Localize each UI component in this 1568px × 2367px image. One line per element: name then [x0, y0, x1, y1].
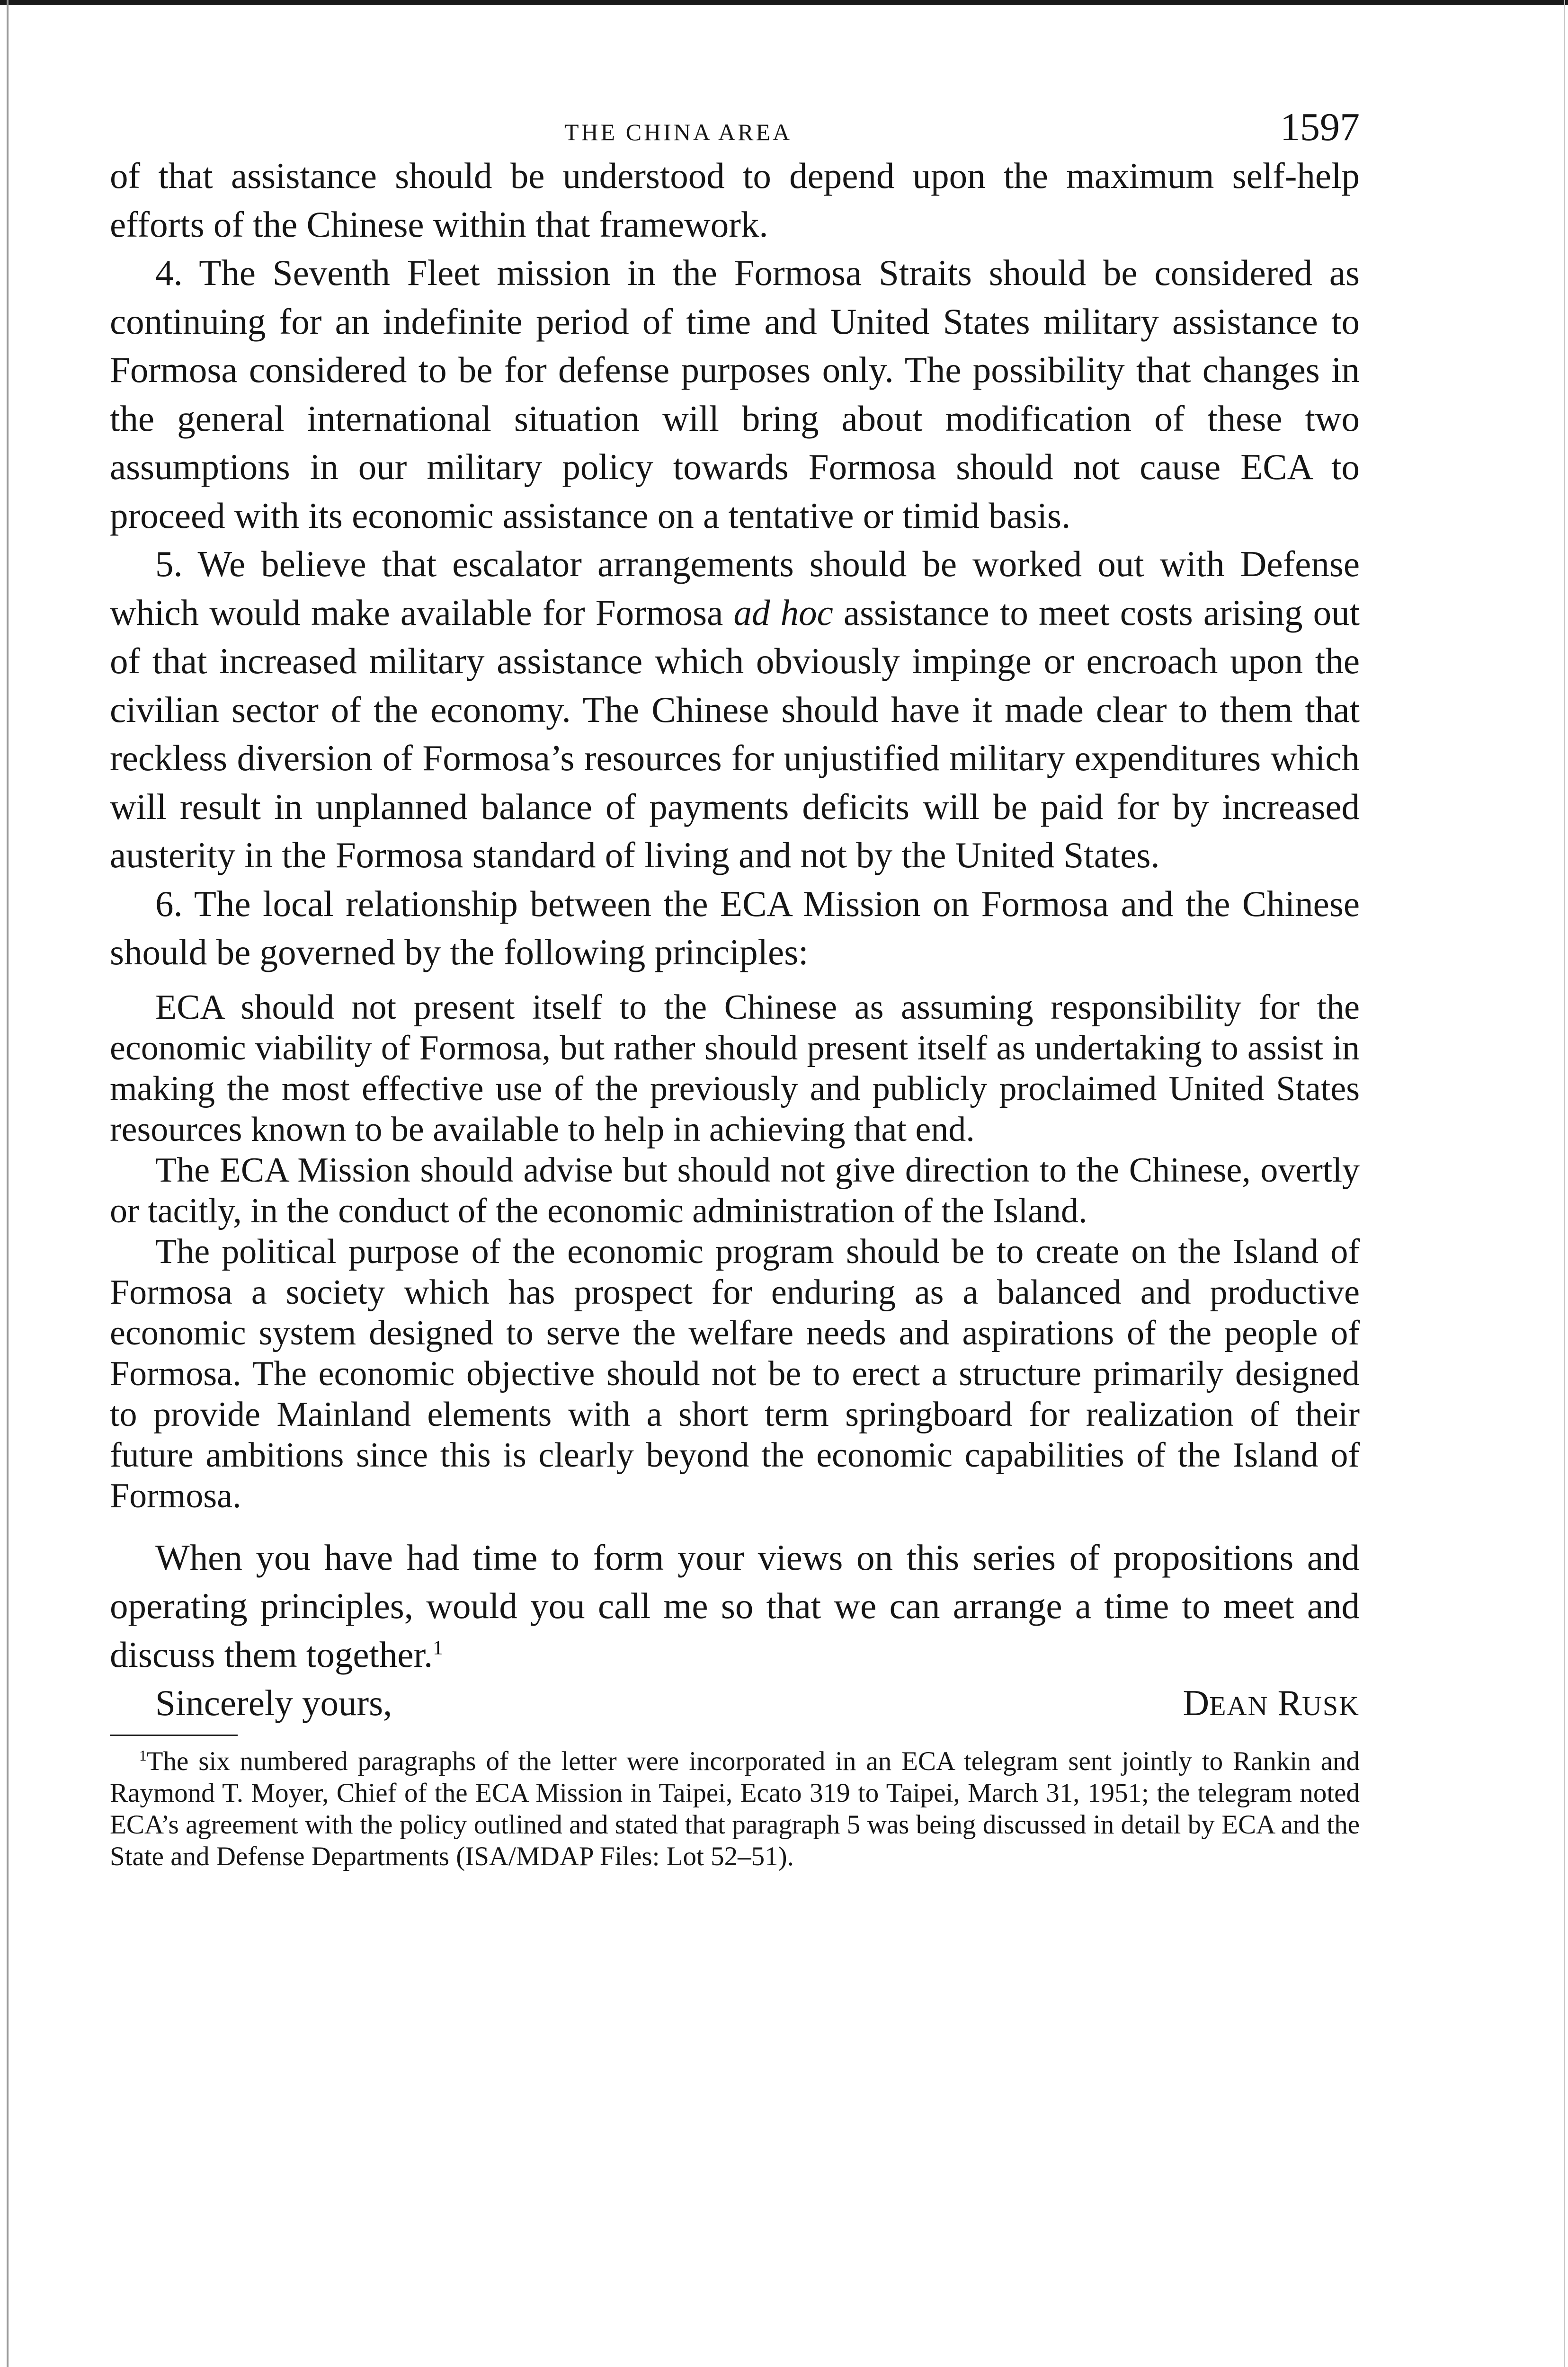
paragraph-continuation: of that assistance should be understood to depend upon the maximum self-help efforts of the Chinese within that framework.	[110, 155, 1360, 245]
closing-paragraph	[110, 1533, 1360, 1679]
principle-2: The ECA Mission should advise but should not give direction to the Chinese, overtly or tacitly, in the conduct of the economic administration of the Island.	[110, 1150, 1360, 1230]
running-head-title: THE CHINA AREA	[564, 119, 793, 145]
document-page	[110, 99, 1360, 1872]
scan-top-edge	[0, 0, 1568, 5]
signature-first-initial: D	[1183, 1682, 1210, 1723]
closing-text: When you have had time to form your views on this series of propositions and operating principles, would you call me so that we can arrange a time to meet and discuss them together.	[110, 1537, 1360, 1675]
footnote-text: The six numbered paragraphs of the letter were incorporated in an ECA telegram sent jointly to Rankin and Raymond T. Moyer, Chief of the ECA Mission in Taipei, Ecato 319 to Taipei, March 31, 1951; the telegram noted ECA’s agreement with the policy outlined and stated that paragraph 5 was being discussed in detail by ECA and the State and Defense Departments (ISA/MDAP Files: Lot 52–51).	[110, 1746, 1360, 1871]
principle-1: ECA should not present itself to the Chinese as assuming responsibility for the economic viability of Formosa, but rather should present itself as undertaking to assist in making the most effective use of the previously and publicly proclaimed United States resources known to be available to help in achieving that end.	[110, 988, 1360, 1149]
closing-block	[110, 1533, 1360, 1679]
paragraph-6: 6. The local relationship between the ECA Mission on Formosa and the Chinese should be governed by the following principles:	[110, 883, 1360, 972]
scan-left-edge	[7, 0, 9, 2367]
signature-first-rest: EAN	[1209, 1691, 1269, 1721]
principle-3: The political purpose of the economic program should be to create on the Island of Formosa a society which has prospect for enduring as a balanced and productive economic system designed to serve the welfare needs and aspirations of the people of Formosa. The economic objective should not be to erect a structure primarily designed to provide Mainland elements with a short term springboard for realization of their future ambitions since this is clearly beyond the economic capabilities of the Island of Formosa.	[110, 1232, 1360, 1515]
paragraph-5-text-start: 5. We believe that escalator arrangements should be worked out with Defense which would make available for Formosa	[110, 543, 1360, 633]
signature-last-initial: R	[1277, 1682, 1302, 1723]
signature	[1183, 1679, 1360, 1730]
paragraph-5-text-end: assistance to meet costs arising out of that increased military assistance which obviously impinge or encroach upon the civilian sector of the economy. The Chinese should have it made clear to them that reckless diversion of Formosa’s resources for unjustified military expenditures which will result in unplanned balance of payments deficits will be paid for by increased austerity in the Formosa standard of living and not by the United States.	[110, 592, 1360, 875]
complimentary-close: Sincerely yours,	[155, 1682, 392, 1723]
footnote-mark: 1	[139, 1747, 147, 1764]
page-number: 1597	[1280, 105, 1360, 149]
scan-right-edge	[1564, 0, 1565, 2367]
principles-block	[110, 987, 1360, 1516]
paragraph-5-italic-term: ad hoc	[733, 592, 833, 633]
paragraph-5	[110, 540, 1360, 880]
running-header	[110, 99, 1360, 151]
footnote-reference: 1	[433, 1636, 443, 1659]
footnote-divider	[110, 1735, 238, 1736]
footnote	[110, 1745, 1360, 1872]
paragraph-4: 4. The Seventh Fleet mission in the Formosa Straits should be considered as continuing for an indefinite period of time and United States military assistance to Formosa considered to be for defense purposes only. The possibility that changes in the general international situation will bring about modification of these two assumptions in our military policy towards Formosa should not cause ECA to proceed with its economic assistance on a tentative or timid basis.	[110, 252, 1360, 536]
signoff	[110, 1679, 1360, 1731]
signature-last-rest: USK	[1301, 1691, 1360, 1721]
